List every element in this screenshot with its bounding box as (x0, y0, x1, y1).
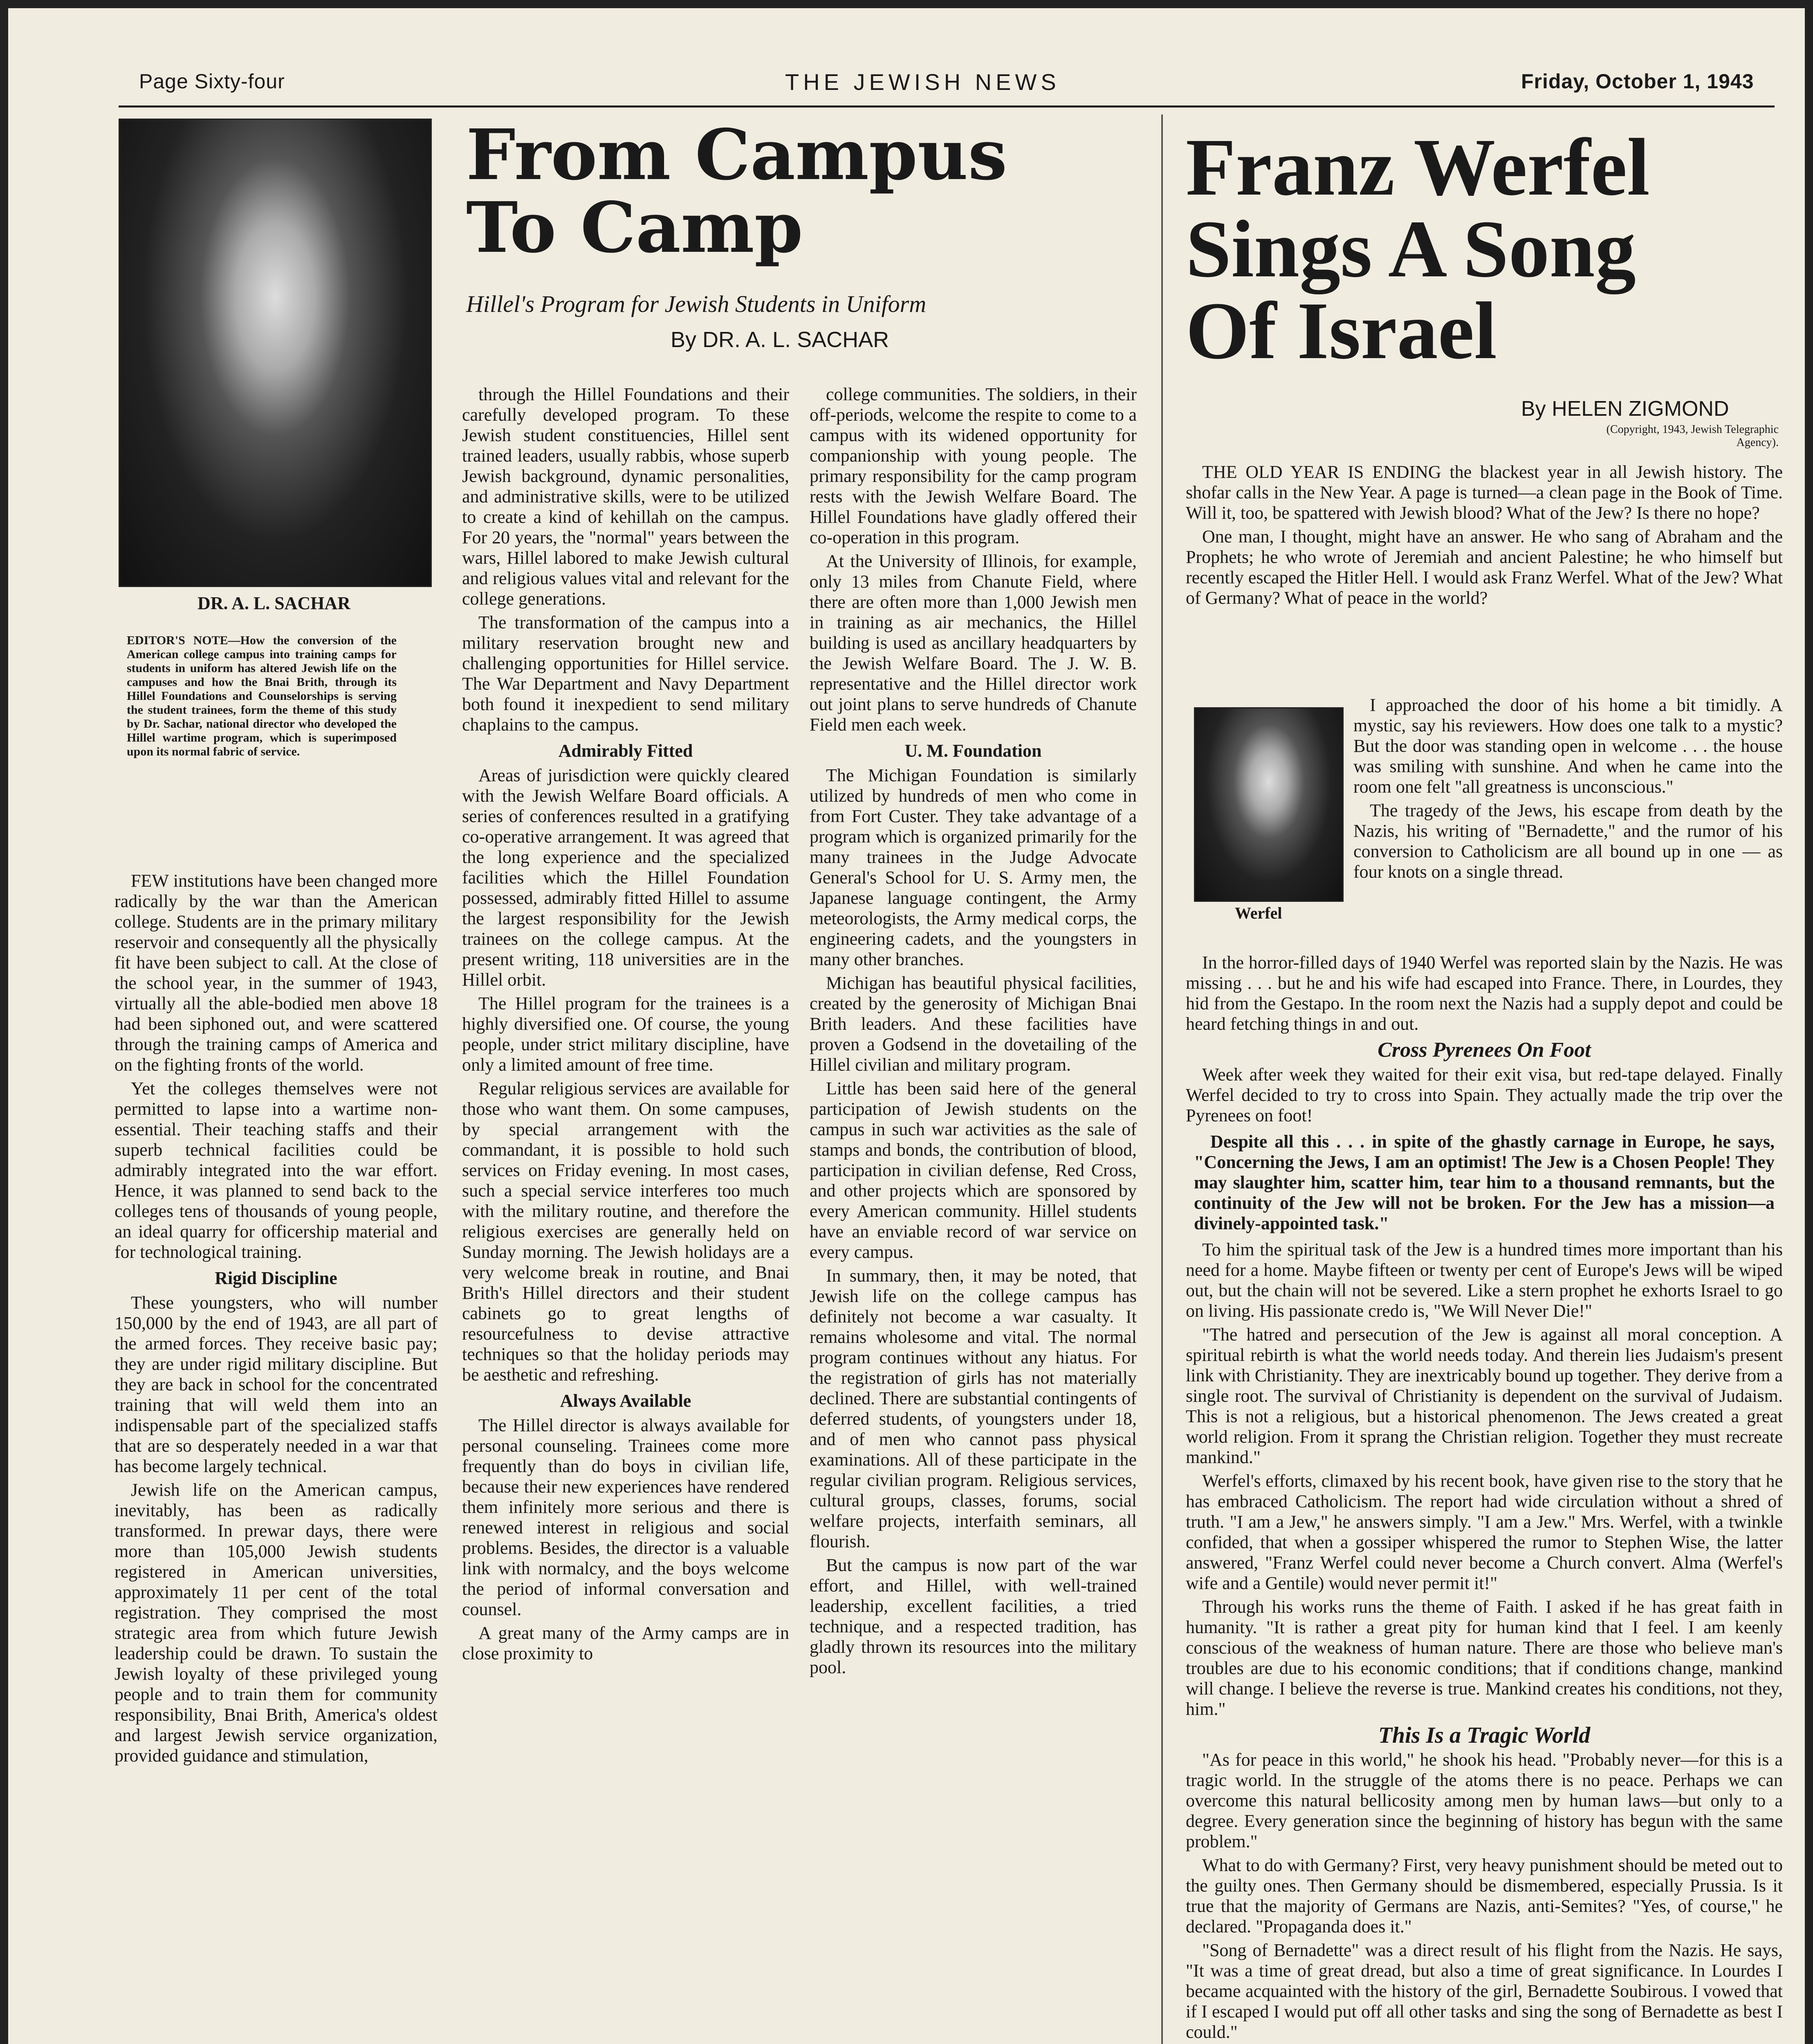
werfel-portrait (1194, 707, 1344, 902)
editors-note: EDITOR'S NOTE—How the conversion of the American college campus into training camps for students in uniform has altered Jewish life on the campuses and how the Bnai Brith, through its Hillel Foundations and Counselorships is serving the student trainees, form the theme of this study by Dr. Sachar, national director who developed the Hillel wartime program, which is superimposed upon its normal fabric of service. (127, 634, 397, 758)
subhead-rigid-discipline: Rigid Discipline (215, 1268, 337, 1288)
subhead-um-foundation: U. M. Foundation (904, 741, 1042, 761)
werfel-beside-photo (1353, 695, 1783, 940)
paragraph: Little has been said here of the general participation of Jewish students on the campus in such war activities as the sale of stamps and bonds, the contribution of blood, participation in civilian defense, Red Cross, and other projects which are sponsored by every American community. Hillel students have an enviable record of war service on every campus. (810, 1078, 1137, 1262)
paragraph: The Hillel program for the trainees is a highly diversified one. Of course, the young people, under strict military discipline, have only a limited amount of free time. (462, 993, 789, 1075)
paragraph: What to do with Germany? First, very heavy punishment should be meted out to the guilty ones. Then Germany should be dismembered, especially Prussia. Is it true that the majority of Germans are Nazis, anti-Semites? "Yes, of course," he declared. "Propaganda does it." (1186, 1855, 1783, 1936)
paragraph: The Hillel director is always available for personal counseling. Trainees come more frequently than do boys in civilian life, because their new experiences have rendered them infinitely more serious and there is renewed interest in religious and social problems. Besides, the director is a valuable link with normalcy, and the boys welcome the period of informal conversation and counsel. (462, 1415, 789, 1619)
paragraph: "Song of Bernadette" was a direct result of his flight from the Nazis. He says, "It was a time of great dread, but also a time of great significance. In Lourdes I became acquainted with the history of the girl, Bernadette Soubirous. I vowed that if I escaped I would put off all other tasks and sing the song of Bernadette as best I could." (1186, 1940, 1783, 2042)
werfel-body (1186, 953, 1783, 2044)
paragraph: college communities. The soldiers, in their off-periods, welcome the respite to come to a campus with its widened opportunity for companionship with young people. The primary responsibility for the camp program rests with the Jewish Welfare Board. The Hillel Foundations have gladly offered their co-operation in this program. (810, 384, 1137, 547)
issue-date: Friday, October 1, 1943 (1521, 70, 1754, 93)
column-divider (1161, 114, 1163, 2044)
sachar-portrait (119, 119, 432, 587)
paragraph: through the Hillel Foundations and their carefully developed program. To these Jewish student constituencies, Hillel sent trained leaders, usually rabbis, whose superb Jewish background, dynamic personalities, and administrative skills, were to be utilized to create a kind of kehillah on the campus. For 20 years, the "normal" years between the wars, Hillel labored to make Jewish cultural and religious values vital and relevant for the college generations. (462, 384, 789, 609)
werfel-intro (1186, 462, 1783, 691)
werfel-headline-line3: Of Israel (1186, 286, 1497, 376)
paragraph: FEW institutions have been changed more radically by the war than the American college. Students are in the primary military reservoir and consequently all the physically fit have been subject to call. At the close of the school year, in the summer of 1943, virtually all the able-bodied men above 18 had been siphoned out, and were scattered through the training camps of America and on the fighting fronts of the world. (114, 871, 438, 1075)
paragraph: Yet the colleges themselves were not permitted to lapse into a wartime non-essential. Their teaching staffs and their superb technical facilities could be admirably integrated into the war effort. Hence, it was planned to send back to the colleges tens of thousands of young people, an ideal quarry for officership material and for technological training. (114, 1078, 438, 1262)
campus-subheadline: Hillel's Program for Jewish Students in Uniform (466, 291, 927, 317)
werfel-byline: By HELEN ZIGMOND (1521, 397, 1729, 421)
werfel-headline-line1: Franz Werfel (1186, 122, 1650, 213)
paragraph: Michigan has beautiful physical facilities, created by the generosity of Michigan Bnai Brith leaders. And these facilities have proven a Godsend in the dovetailing of the Hillel civilian and military program. (810, 973, 1137, 1075)
paragraph: Jewish life on the American campus, inevitably, has been as radically transformed. In prewar days, there were more than 105,000 Jewish students registered in American universities, approximately 11 per cent of the total registration. They comprised the most strategic area from which future Jewish leadership could be drawn. To sustain the Jewish loyalty of these privileged young people and to train them for community responsibility, Bnai Brith, America's oldest and largest Jewish service organization, provided guidance and stimulation, (114, 1480, 438, 1766)
campus-headline-line2: To Camp (466, 187, 803, 269)
masthead: THE JEWISH NEWS (785, 69, 1060, 95)
paragraph: In summary, then, it may be noted, that Jewish life on the college campus has definitely not become a war casualty. It remains wholesome and vital. The normal program continues without any hiatus. For the registration of girls has not materially declined. There are substantial contingents of deferred students, of youngsters under 18, and of men who cannot pass physical examinations. All of these participate in the regular civilian program. Religious services, cultural groups, classes, forums, social welfare projects, interfaith seminars, all flourish. (810, 1266, 1137, 1551)
paragraph: "The hatred and persecution of the Jew is against all moral conception. A spiritual rebirth is what the world needs today. And therein lies Judaism's present link with Christianity. They are inextricably bound up together. They derive from a single root. The survival of Christianity is dependent on the survival of Judaism. This is not a religious, but a historical phenomenon. The Jews created a great world religion. From it sprang the Christian religion. Together they must recreate mankind." (1186, 1325, 1783, 1467)
paragraph: At the University of Illinois, for example, only 13 miles from Chanute Field, where there are often more than 1,000 Jewish men in training as air mechanics, the Hillel building is used as ancillary headquarters by the Jewish Welfare Board. The J. W. B. representative and the Hillel director work out joint plans to serve hundreds of Chanute Field men each week. (810, 551, 1137, 735)
paragraph: One man, I thought, might have an answer. He who sang of Abraham and the Prophets; he who wrote of Jeremiah and ancient Palestine; he who himself but recently escaped the Hitler Hell. I would ask Franz Werfel. What of the Jew? What of Germany? What of peace in the world? (1186, 527, 1783, 608)
campus-col-2 (462, 384, 789, 2044)
subhead-admirably-fitted: Admirably Fitted (558, 741, 693, 761)
werfel-quote: Despite all this . . . in spite of the ghastly carnage in Europe, he says, "Concerning the Jews, I am an optimist! The Jew is a Chosen People! They may slaughter him, scatter him, tear him to a thousand remnants, but the continuity of the Jew will not be broken. For the Jew has a mission—a divinely-appointed task." (1194, 1132, 1775, 1233)
paragraph: Werfel's efforts, climaxed by his recent book, have given rise to the story that he has embraced Catholicism. The report had wide circulation without a shred of truth. "I am a Jew," he answers simply. "I am a Jew." Mrs. Werfel, with a twinkle confided, that when a gossiper whispered the rumor to Stephen Wise, the latter answered, "Franz Werfel could never become a Church convert. Alma (Werfel's wife and a Gentile) would never permit it!" (1186, 1471, 1783, 1593)
paragraph: Week after week they waited for their exit visa, but red-tape delayed. Finally Werfel decided to try to cross into Spain. They actually made the trip over the Pyrenees on foot! (1186, 1065, 1783, 1125)
paragraph: THE OLD YEAR IS ENDING the blackest year in all Jewish history. The shofar calls in the New Year. A page is turned—a clean page in the Book of Time. Will it, too, be spattered with Jewish blood? What of the Jew? Is there no hope? (1186, 462, 1783, 523)
paragraph: But the campus is now part of the war effort, and Hillel, with well-trained leadership, excellent facilities, a tried technique, and a respected tradition, has gladly thrown its resources into the military pool. (810, 1555, 1137, 1677)
subhead-cross-pyrenees: Cross Pyrenees On Foot (1378, 1038, 1591, 1062)
paragraph: A great many of the Army camps are in close proximity to (462, 1623, 789, 1663)
paragraph: "As for peace in this world," he shook his head. "Probably never—for this is a tragic world. In the struggle of the atoms there is no peace. Perhaps we can overcome this natural bellicosity among men by human laws—but only to a degree. Every generation since the beginning of history has begun with the same problem." (1186, 1750, 1783, 1851)
campus-byline: By DR. A. L. SACHAR (671, 327, 889, 352)
campus-headline (466, 114, 1120, 269)
paragraph: The transformation of the campus into a military reservation brought new and challenging opportunities for Hillel service. The War Department and Navy Department both found it inexpedient to send military chaplains to the campus. (462, 612, 789, 735)
paragraph: The Michigan Foundation is similarly utilized by hundreds of men who come in from Fort Custer. They take advantage of a program which is organized primarily for the many trainees in the Judge Advocate General's School for U. S. Army men, the Japanese language contingent, the Army meteorologists, the Army medical corps, the engineering cadets, and the youngsters in many other branches. (810, 765, 1137, 969)
campus-col-1 (114, 871, 438, 2044)
paragraph: To him the spiritual task of the Jew is a hundred times more important than his need for a home. Maybe fifteen or twenty per cent of Europe's Jews will be wiped out, but the chain will not be severed. Like a stern prophet he exhorts Israel to go on living. His passionate credo is, "We Will Never Die!" (1186, 1239, 1783, 1321)
werfel-copyright: (Copyright, 1943, Jewish Telegraphic Agency). (1606, 423, 1779, 449)
paragraph: Regular religious services are available for those who want them. On some campuses, by special arrangement with the commandant, it is possible to hold such services on Friday evening. In most cases, such a special service interferes too much with the military routine, and therefore the religious exercises are generally held on Sunday morning. The Jewish holidays are a very welcome break in routine, and Bnai Brith's Hillel directors and their student cabinets go to great lengths of resourcefulness to devise attractive techniques so that the holiday periods may be aesthetic and refreshing. (462, 1078, 789, 1385)
werfel-headline (1186, 122, 1779, 376)
campus-headline-line1: From Campus (466, 114, 1007, 196)
page-number: Page Sixty-four (139, 70, 285, 93)
paragraph: In the horror-filled days of 1940 Werfel was reported slain by the Nazis. He was missing . . . but he and his wife had escaped into France. There, in Lourdes, they hid from the Gestapo. In the room next the Nazis had a supply depot and could be heard fetching things in and out. (1186, 953, 1783, 1034)
campus-col-3 (810, 384, 1137, 2044)
paragraph: The tragedy of the Jews, his escape from death by the Nazis, his writing of "Bernadette," and the rumor of his conversion to Catholicism are all bound up in one — as four knots on a single thread. (1353, 800, 1783, 882)
header-rule (119, 105, 1775, 108)
paragraph: Areas of jurisdiction were quickly cleared with the Jewish Welfare Board officials. A series of conferences resulted in a gratifying co-operative arrangement. It was agreed that the long experience and the specialized facilities which the Hillel Foundation possessed, admirably fitted Hillel to assume the largest responsibility for the Jewish trainees on the college campus. At the present writing, 118 universities are in the Hillel orbit. (462, 765, 789, 990)
werfel-headline-line2: Sings A Song (1186, 204, 1636, 294)
werfel-portrait-caption: Werfel (1235, 904, 1282, 922)
paragraph: Through his works runs the theme of Faith. I asked if he has great faith in humanity. "It is rather a great pity for human kind that I feel. I am keenly conscious of the weakness of human nature. There are those who believe man's troubles are due to his economic conditions; that if conditions change, mankind will change. I believe the reverse is true. Mankind creates his conditions, not they, him." (1186, 1597, 1783, 1719)
newspaper-page (8, 8, 1805, 2044)
paragraph: These youngsters, who will number 150,000 by the end of 1943, are all part of the armed forces. They receive basic pay; they are under rigid military discipline. But they are back in school for the concentrated training that will weld them into an indispensable part of the specialized staffs that are so desperately needed in a war that has become largely technical. (114, 1293, 438, 1476)
subhead-always-available: Always Available (560, 1391, 691, 1411)
subhead-tragic-world: This Is a Tragic World (1378, 1723, 1591, 1748)
paragraph: I approached the door of his home a bit timidly. A mystic, say his reviewers. How does one talk to a mystic? But the door was standing open in welcome . . . the house was smiling with sunshine. And when he came into the room one felt "all greatness is unconscious." (1353, 695, 1783, 797)
sachar-portrait-caption: DR. A. L. SACHAR (197, 593, 351, 613)
